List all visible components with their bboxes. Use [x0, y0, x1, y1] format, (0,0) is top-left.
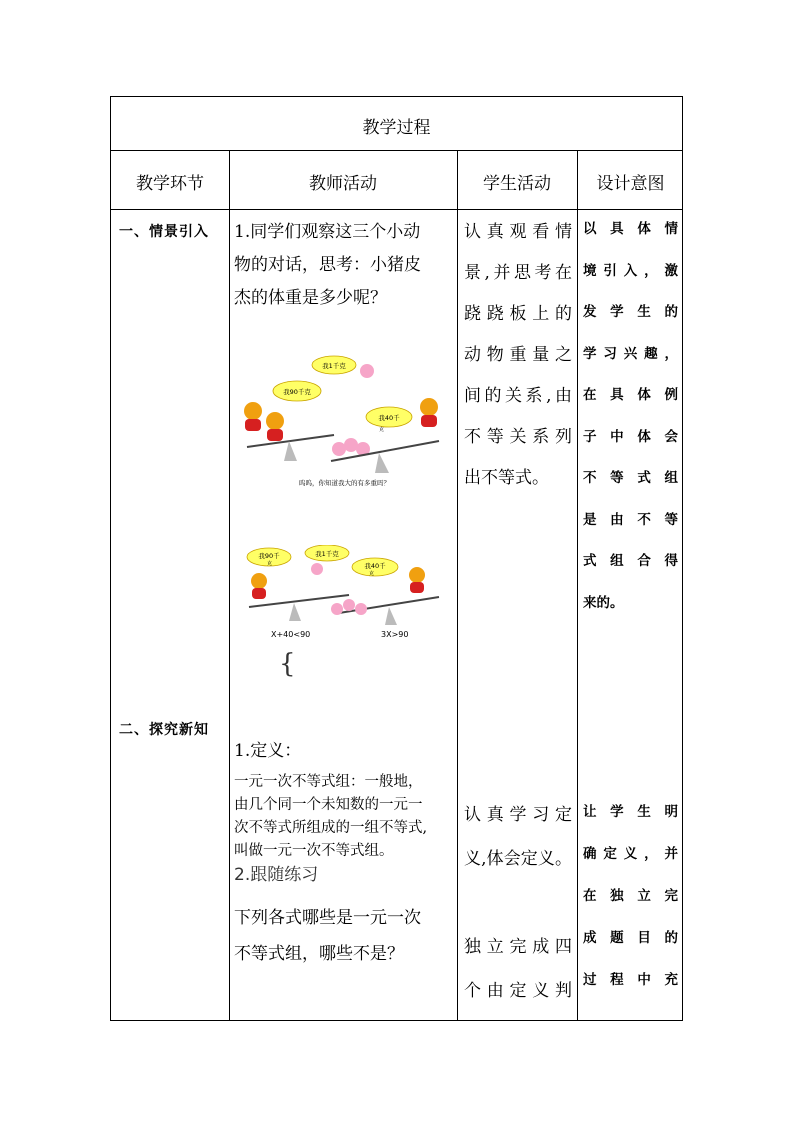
- definition-line: 叫做一元一次不等式组。: [234, 843, 394, 859]
- inequality-left: X+40<90: [271, 630, 311, 639]
- row-divider: [111, 150, 682, 151]
- seesaw-picture-1: [239, 349, 444, 497]
- intent-line: 成题目的: [583, 930, 678, 946]
- intent-line: 来的。: [583, 594, 624, 611]
- bubble-text: 我40千: [378, 414, 400, 422]
- intent-line: 式组合得: [583, 553, 678, 569]
- bubble-text: 我90千克: [283, 388, 311, 396]
- bubble-text: 克: [267, 561, 273, 567]
- practice-question: [234, 900, 456, 972]
- bubble-text: 我1千克: [315, 550, 339, 558]
- student-intro: [464, 212, 572, 499]
- header-intent: 设计意图: [596, 174, 665, 194]
- intent-explore: [583, 791, 678, 1001]
- intent-line: 境引入，激: [583, 262, 678, 279]
- student-line: 出不等式。: [464, 468, 549, 488]
- table-title: 教学过程: [362, 118, 431, 138]
- definition-line: 由几个同一个未知数的一元一: [234, 797, 423, 813]
- spacer: [464, 881, 572, 925]
- col-divider: [229, 150, 230, 1020]
- inequality-right: 3X>90: [381, 630, 409, 639]
- teacher-question-line: 1.同学们观察这三个小动: [234, 222, 421, 242]
- pig-icon: [332, 438, 370, 456]
- bubble-text: 克: [369, 571, 375, 577]
- seesaw-stand: [375, 453, 389, 473]
- header-student: 学生活动: [483, 174, 551, 194]
- pig-icon: [331, 599, 367, 615]
- bubble-text: 克: [379, 427, 385, 433]
- bubble-text: 我1千克: [322, 362, 346, 370]
- pig-icon: [360, 364, 374, 378]
- lesson-table: [110, 96, 683, 1021]
- definition-line: 次不等式所组成的一组不等式,: [234, 820, 428, 836]
- picture-caption: 呜呜，你知道我大的有多重吗？: [299, 479, 390, 487]
- pig-icon: [311, 563, 323, 575]
- bubble-text: 我40千: [364, 562, 386, 570]
- seesaw-stand: [385, 607, 397, 625]
- header-stage: 教学环节: [136, 174, 204, 194]
- intent-line: 学习兴趣，: [583, 345, 678, 362]
- student-line: 义,体会定义。: [464, 849, 572, 869]
- student-line: 动物重量之: [464, 345, 572, 365]
- bubble-text: 我90千: [258, 552, 280, 560]
- student-line: 个由定义判: [464, 981, 572, 1001]
- intent-line: 不等式组: [583, 470, 678, 486]
- student-line: 独立完成四: [464, 937, 572, 957]
- bear-icon: [244, 402, 284, 441]
- intent-line: 发学生的: [583, 304, 678, 320]
- intent-line: 以具体情: [583, 221, 678, 237]
- intent-line: 在具体例: [583, 387, 678, 403]
- intent-line: 子中体会: [583, 428, 678, 445]
- student-line: 跷跷板上的: [464, 304, 572, 324]
- practice-title: 2.跟随练习: [234, 865, 319, 885]
- student-line: 不等关系列: [464, 427, 572, 447]
- practice-line: 不等式组，哪些不是？: [234, 944, 404, 964]
- header-teacher: 教师活动: [309, 174, 377, 194]
- definition-title: 1.定义：: [234, 741, 302, 761]
- bear-icon: [251, 567, 425, 599]
- teacher-question: [234, 216, 456, 315]
- student-line: 认真学习定: [464, 805, 572, 825]
- brace-symbol: {: [279, 649, 296, 679]
- seesaw-stand: [289, 603, 301, 621]
- practice-line: 下列各式哪些是一元一次: [234, 908, 421, 928]
- intent-line: 是由不等: [583, 511, 678, 528]
- col-divider: [577, 150, 578, 1020]
- intent-line: 过程中充: [583, 972, 678, 988]
- teacher-question-line: 杰的体重是多少呢？: [234, 288, 387, 308]
- definition-line: 一元一次不等式组：一般地，: [234, 774, 423, 790]
- col-divider: [457, 150, 458, 1020]
- student-line: 间的关系,由: [464, 386, 572, 406]
- stage-explore-label: 二、探究新知: [119, 722, 209, 738]
- seesaw-stand: [284, 441, 297, 461]
- student-explore: [464, 793, 572, 1013]
- teacher-question-line: 物的对话，思考：小猪皮: [234, 255, 421, 275]
- bear-icon: [420, 398, 438, 427]
- definition-text: [234, 771, 452, 863]
- student-line: 景,并思考在: [464, 263, 572, 283]
- stage-intro-label: 一、情景引入: [119, 224, 209, 240]
- student-line: 认真观看情: [464, 222, 572, 242]
- seesaw-picture-2: [239, 545, 444, 645]
- intent-line: 让学生明: [583, 804, 678, 820]
- intent-line: 确定义，并: [583, 846, 678, 862]
- intent-line: 在独立完: [583, 888, 678, 904]
- intent-intro: [583, 209, 678, 624]
